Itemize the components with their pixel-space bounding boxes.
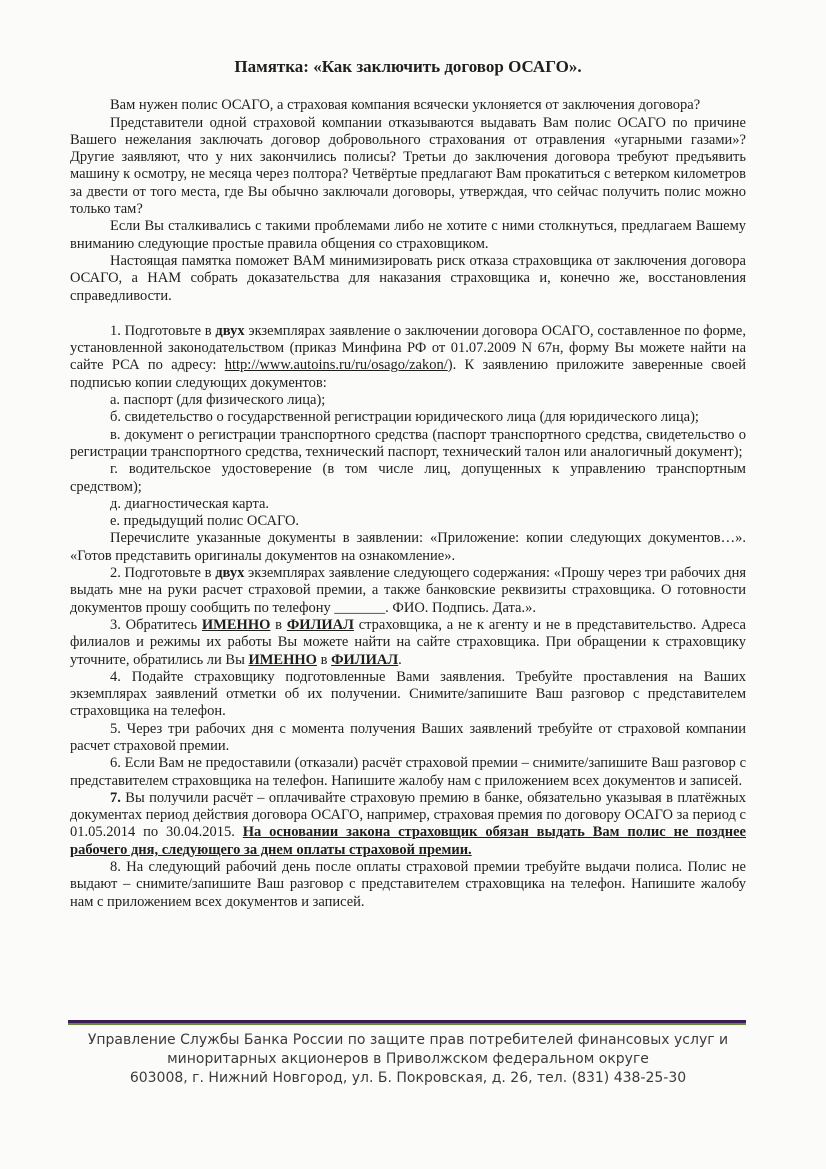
doc-passport: а. паспорт (для физического лица); xyxy=(110,392,326,409)
step-3-text-4: в xyxy=(316,651,332,668)
step-5: 5. Через три рабочих дня с момента получения Ваших заявлений требуйте от страховой компании расчет страховой премии. xyxy=(70,720,746,754)
step-3-emphasis-2: ФИЛИАЛ xyxy=(286,616,354,633)
footer xyxy=(70,1031,746,1088)
list-note: Перечислите указанные документы в заявлении: «Приложение: копии следующих документов…». «Готов представить оригиналы документов на ознакомление». xyxy=(70,530,746,564)
intro-examples: Представители одной страховой компании отказываются выдавать Вам полис ОСАГО по причине Вашего нежелания заключать договор добровольного страхования от отравления «угарными газами»? Другие заявляют, что у них закончились полисы? Третьи до заключения договора требуют предъявить машину к осмотру, не месяца через полтора? Четвёртые предлагают Вам прокатиться с ветерком километров за двести от того места, где Вы обычно заключали договоры, утверждая, что сейчас получить полис можно только там? xyxy=(70,114,746,218)
step-1-text-cont: экземплярах заявление о заключении договора ОСАГО, составленное по форме, установленной законодательством (приказ Минфина РФ от 01.07.2009 N 67н, форму Вы можете найти на сайте РСА по адресу: xyxy=(70,322,746,374)
doc-registration-certificate: б. свидетельство о государственной регистрации юридического лица (для юридического лица); xyxy=(110,409,699,426)
step-8: 8. На следующий рабочий день после оплаты страховой премии требуйте выдачи полиса. Полис не выдают – снимите/запишите Ваш разговор с представителем страховщика на телефон. Напишите жалобу нам с приложением всех документов и записей. xyxy=(70,859,746,910)
rsa-link[interactable]: http://www.autoins.ru/ru/osago/zakon/ xyxy=(224,357,448,374)
step-3-emphasis-4: ФИЛИАЛ xyxy=(331,651,399,668)
step-1-text: 1. Подготовьте в xyxy=(110,322,216,339)
document-body xyxy=(70,58,746,911)
doc-driver-license: г. водительское удостоверение (в том числе лиц, допущенных к управлению транспортным средством); xyxy=(70,461,746,495)
footer-org-line-2: миноритарных акционеров в Приволжском федеральном округе xyxy=(167,1051,649,1067)
step-4: 4. Подайте страховщику подготовленные Вами заявления. Требуйте проставления на Ваших экземплярах заявлений отметки об их получении. Снимите/запишите Ваш разговор с представителем страховщика на телефон. xyxy=(70,668,746,720)
step-7-text: Вы получили расчёт – оплачивайте страховую премию в банке, обязательно указывая в платёжных документах период действия договора ОСАГО, например, страховая премия по договору ОСАГО за период с 01.05.2014 по 30.04.2015. xyxy=(70,789,746,841)
step-3-text-2: в xyxy=(270,616,287,633)
step-3-text-3: страховщика, а не к агенту и не в представительство. Адреса филиалов и режимы их работы Вы можете найти на сайте страховщика. При обращении к страховщику уточните, обратились ли Вы xyxy=(70,616,746,668)
intro-question: Вам нужен полис ОСАГО, а страховая компания всячески уклоняется от заключения договора? xyxy=(110,97,701,114)
document-title: Памятка: «Как заключить договор ОСАГО». xyxy=(234,57,582,76)
step-3-emphasis-1: ИМЕННО xyxy=(201,616,271,633)
step-2-emphasis: двух xyxy=(215,565,245,582)
step-2-text: 2. Подготовьте в xyxy=(110,565,216,582)
step-3 xyxy=(70,617,746,669)
intro-purpose: Настоящая памятка поможет ВАМ минимизировать риск отказа страховщика от заключения договора ОСАГО, а НАМ собрать доказательства для наказания страховщика и, конечно же, восстановления справедливости. xyxy=(70,252,746,304)
step-1-emphasis: двух xyxy=(215,322,245,339)
doc-vehicle-registration: в. документ о регистрации транспортного средства (паспорт транспортного средства, свидетельство о регистрации транспортного средства, технический паспорт, технический талон или аналогичный документ); xyxy=(70,426,746,460)
step-1-text-end: ). К заявлению приложите заверенные своей подписью копии следующих документов: xyxy=(70,357,746,391)
step-7-legal-note: На основании закона страховщик обязан выдать Вам полис не позднее рабочего дня, следующего за днем оплаты страховой премии. xyxy=(70,824,746,858)
step-7 xyxy=(70,790,746,859)
doc-diagnostic-card: д. диагностическая карта. xyxy=(110,495,270,512)
step-7-number: 7. xyxy=(110,789,121,806)
step-3-emphasis-3: ИМЕННО xyxy=(248,651,317,668)
footer-address: 603008, г. Нижний Новгород, ул. Б. Покровская, д. 26, тел. (831) 438-25-30 xyxy=(129,1070,687,1086)
footer-rule xyxy=(68,1020,746,1025)
step-6: 6. Если Вам не предоставили (отказали) расчёт страховой премии – снимите/запишите Ваш разговор с представителем страховщика на телефон. Напишите жалобу нам с приложением всех документов и записей. xyxy=(70,755,746,789)
doc-previous-policy: е. предыдущий полис ОСАГО. xyxy=(110,513,300,530)
step-1 xyxy=(70,323,746,392)
intro-offer: Если Вы сталкивались с такими проблемами либо не хотите с ними столкнуться, предлагаем Вашему вниманию следующие простые правила общения со страховщиком. xyxy=(70,218,746,252)
spacer xyxy=(70,305,746,323)
step-3-text: 3. Обратитесь xyxy=(110,616,202,633)
footer-org-line-1: Управление Службы Банка России по защите прав потребителей финансовых услуг и xyxy=(87,1032,729,1048)
step-2-text-cont: экземплярах заявление следующего содержания: «Прошу через три рабочих дня выдать мне на руки расчет страховой премии, а также банковские реквизиты страховщика. О готовности документов прошу сообщить по телефону _______. ФИО. Подпись. Дата.». xyxy=(70,565,746,616)
step-3-text-end: . xyxy=(398,651,402,668)
step-2 xyxy=(70,565,746,617)
